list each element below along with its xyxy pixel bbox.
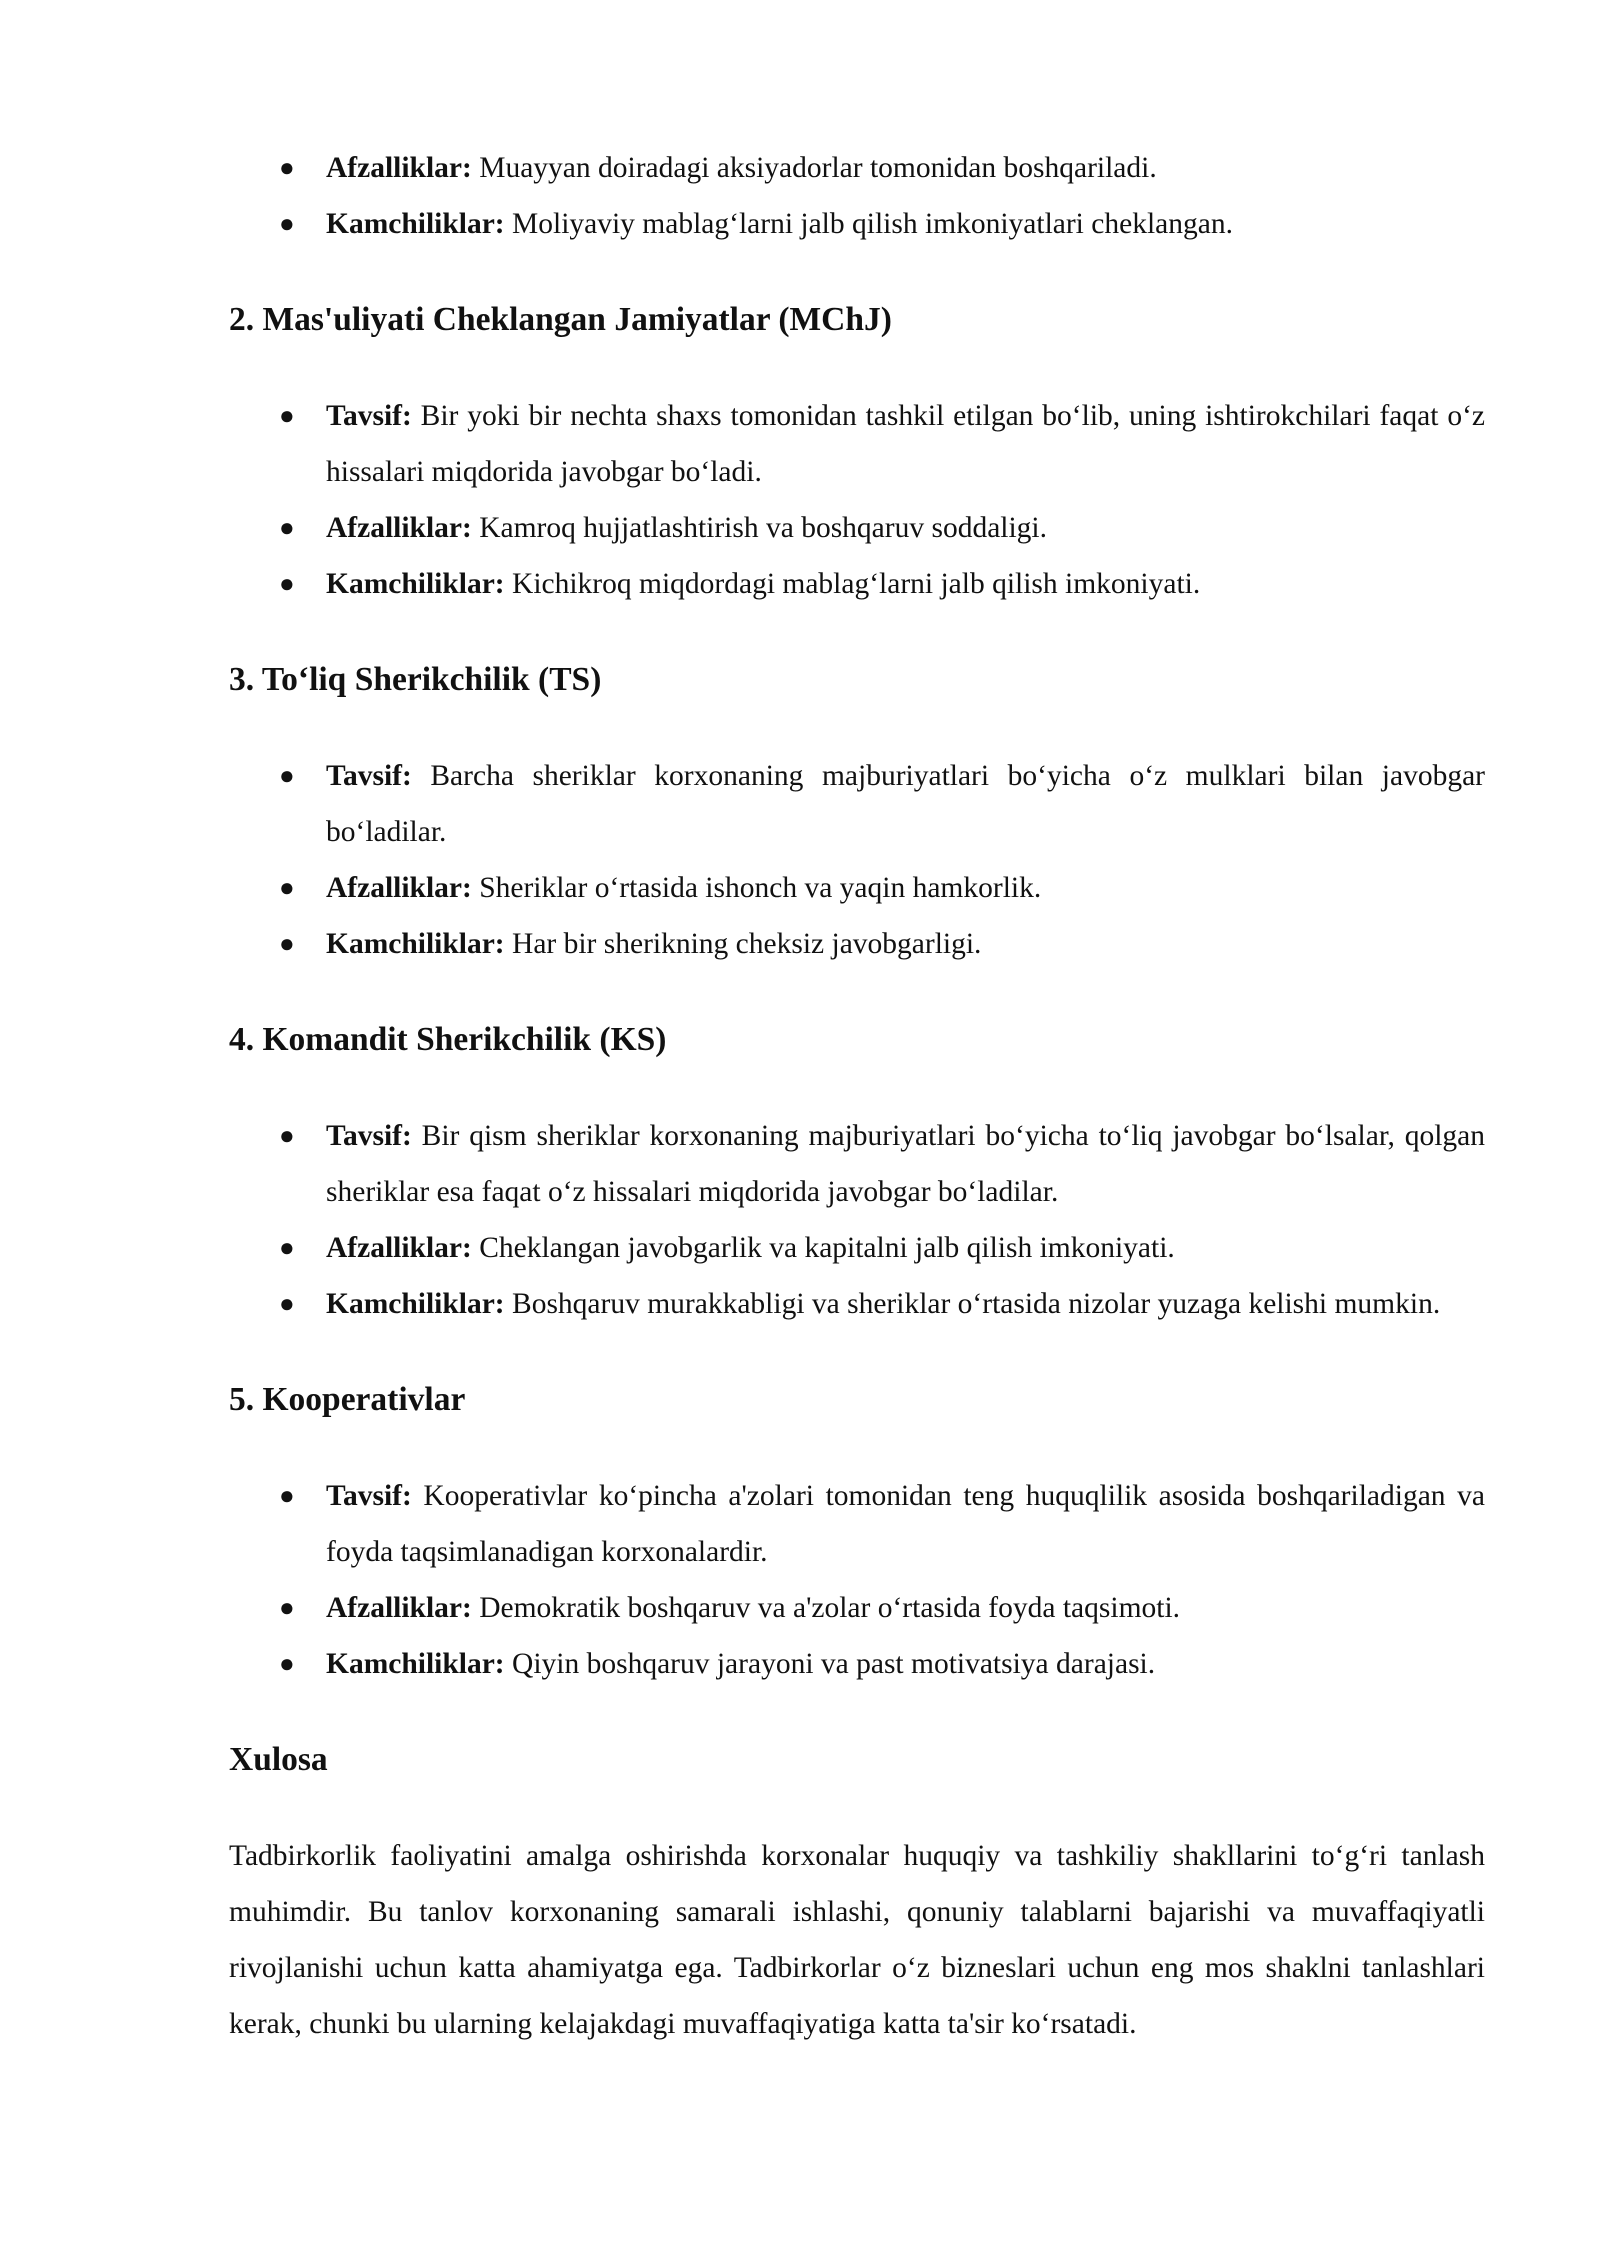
section-heading: 2. Mas'uliyati Cheklangan Jamiyatlar (MChJ) bbox=[229, 301, 892, 338]
list-item bbox=[229, 1220, 1485, 1276]
section-heading: 3. To‘liq Sherikchilik (TS) bbox=[229, 661, 602, 698]
list-item bbox=[229, 556, 1485, 612]
section-heading: 5. Kooperativlar bbox=[229, 1381, 466, 1418]
item-label: Tavsif: bbox=[326, 1480, 412, 1512]
bullet-icon: ● bbox=[279, 873, 295, 902]
item-text: Cheklangan javobgarlik va kapitalni jalb qilish imkoniyati. bbox=[471, 1232, 1175, 1264]
bullet-icon: ● bbox=[279, 761, 295, 790]
section-ts bbox=[229, 652, 1485, 972]
bullet-icon: ● bbox=[279, 1121, 295, 1150]
item-label: Afzalliklar: bbox=[326, 1592, 472, 1624]
bullet-icon: ● bbox=[279, 929, 295, 958]
bullet-icon: ● bbox=[279, 513, 295, 542]
bullet-icon: ● bbox=[279, 1481, 295, 1510]
section-heading: 4. Komandit Sherikchilik (KS) bbox=[229, 1021, 667, 1058]
item-text: Barcha sheriklar korxonaning majburiyatlari bo‘yicha o‘z mulklari bilan javobgar bo‘ladilar. bbox=[326, 760, 1485, 848]
item-text: Boshqaruv murakkabligi va sheriklar o‘rtasida nizolar yuzaga kelishi mumkin. bbox=[504, 1288, 1441, 1320]
list-item bbox=[229, 196, 1485, 252]
list-item bbox=[229, 916, 1485, 972]
item-label: Kamchiliklar: bbox=[326, 1288, 505, 1320]
list-item bbox=[229, 500, 1485, 556]
item-text: Bir yoki bir nechta shaxs tomonidan tashkil etilgan bo‘lib, uning ishtirokchilari faqat o‘z hissalari miqdorida javobgar bo‘ladi. bbox=[326, 400, 1485, 488]
item-text: Moliyaviy mablag‘larni jalb qilish imkoniyatlari cheklangan. bbox=[504, 208, 1233, 240]
list-item bbox=[229, 1276, 1485, 1332]
item-text: Muayyan doiradagi aksiyadorlar tomonidan boshqariladi. bbox=[471, 152, 1157, 184]
item-label: Tavsif: bbox=[326, 400, 412, 432]
section-conclusion bbox=[229, 1732, 1485, 2052]
bullet-icon: ● bbox=[279, 153, 295, 182]
item-label: Tavsif: bbox=[326, 1120, 412, 1152]
item-label: Kamchiliklar: bbox=[326, 568, 505, 600]
list-item bbox=[229, 748, 1485, 860]
bullet-icon: ● bbox=[279, 569, 295, 598]
item-label: Tavsif: bbox=[326, 760, 412, 792]
section-mchj bbox=[229, 292, 1485, 612]
list-item bbox=[229, 1580, 1485, 1636]
conclusion-paragraph: Tadbirkorlik faoliyatini amalga oshirishda korxonalar huquqiy va tashkiliy shakllarini to‘g‘ri tanlash muhimdir. Bu tanlov korxonaning samarali ishlashi, qonuniy talablarni bajarishi va muvaffaqiyatli rivojlanishi uchun katta ahamiyatga ega. Tadbirkorlar o‘z bizneslari uchun eng mos shaklni tanlashlari kerak, chunki bu ularning kelajakdagi muvaffaqiyatiga katta ta'sir ko‘rsatadi. bbox=[229, 1840, 1485, 2040]
section-list bbox=[229, 1108, 1485, 1332]
conclusion-heading: Xulosa bbox=[229, 1741, 328, 1778]
list-item bbox=[229, 1108, 1485, 1220]
section-list bbox=[229, 388, 1485, 612]
item-label: Afzalliklar: bbox=[326, 512, 472, 544]
list-item bbox=[229, 388, 1485, 500]
bullet-icon: ● bbox=[279, 1289, 295, 1318]
bullet-icon: ● bbox=[279, 209, 295, 238]
section-list bbox=[229, 1468, 1485, 1692]
list-item bbox=[229, 140, 1485, 196]
item-label: Kamchiliklar: bbox=[326, 928, 505, 960]
bullet-icon: ● bbox=[279, 401, 295, 430]
document-page bbox=[229, 140, 1485, 2052]
item-label: Kamchiliklar: bbox=[326, 1648, 505, 1680]
section-list bbox=[229, 748, 1485, 972]
item-text: Kooperativlar ko‘pincha a'zolari tomonidan teng huquqlilik asosida boshqariladigan va foyda taqsimlanadigan korxonalardir. bbox=[326, 1480, 1485, 1568]
intro-list bbox=[229, 140, 1485, 252]
bullet-icon: ● bbox=[279, 1593, 295, 1622]
item-label: Kamchiliklar: bbox=[326, 208, 505, 240]
item-label: Afzalliklar: bbox=[326, 152, 472, 184]
item-text: Qiyin boshqaruv jarayoni va past motivatsiya darajasi. bbox=[504, 1648, 1156, 1680]
section-ks bbox=[229, 1012, 1485, 1332]
list-item bbox=[229, 860, 1485, 916]
item-text: Kamroq hujjatlashtirish va boshqaruv soddaligi. bbox=[471, 512, 1048, 544]
bullet-icon: ● bbox=[279, 1233, 295, 1262]
item-text: Kichikroq miqdordagi mablag‘larni jalb qilish imkoniyati. bbox=[504, 568, 1201, 600]
section-kooperativlar bbox=[229, 1372, 1485, 1692]
item-label: Afzalliklar: bbox=[326, 1232, 472, 1264]
item-text: Har bir sherikning cheksiz javobgarligi. bbox=[504, 928, 982, 960]
item-text: Bir qism sheriklar korxonaning majburiyatlari bo‘yicha to‘liq javobgar bo‘lsalar, qolgan sheriklar esa faqat o‘z hissalari miqdorida javobgar bo‘ladilar. bbox=[326, 1120, 1485, 1208]
item-text: Demokratik boshqaruv va a'zolar o‘rtasida foyda taqsimoti. bbox=[471, 1592, 1181, 1624]
item-text: Sheriklar o‘rtasida ishonch va yaqin hamkorlik. bbox=[471, 872, 1042, 904]
bullet-icon: ● bbox=[279, 1649, 295, 1678]
list-item bbox=[229, 1636, 1485, 1692]
item-label: Afzalliklar: bbox=[326, 872, 472, 904]
list-item bbox=[229, 1468, 1485, 1580]
